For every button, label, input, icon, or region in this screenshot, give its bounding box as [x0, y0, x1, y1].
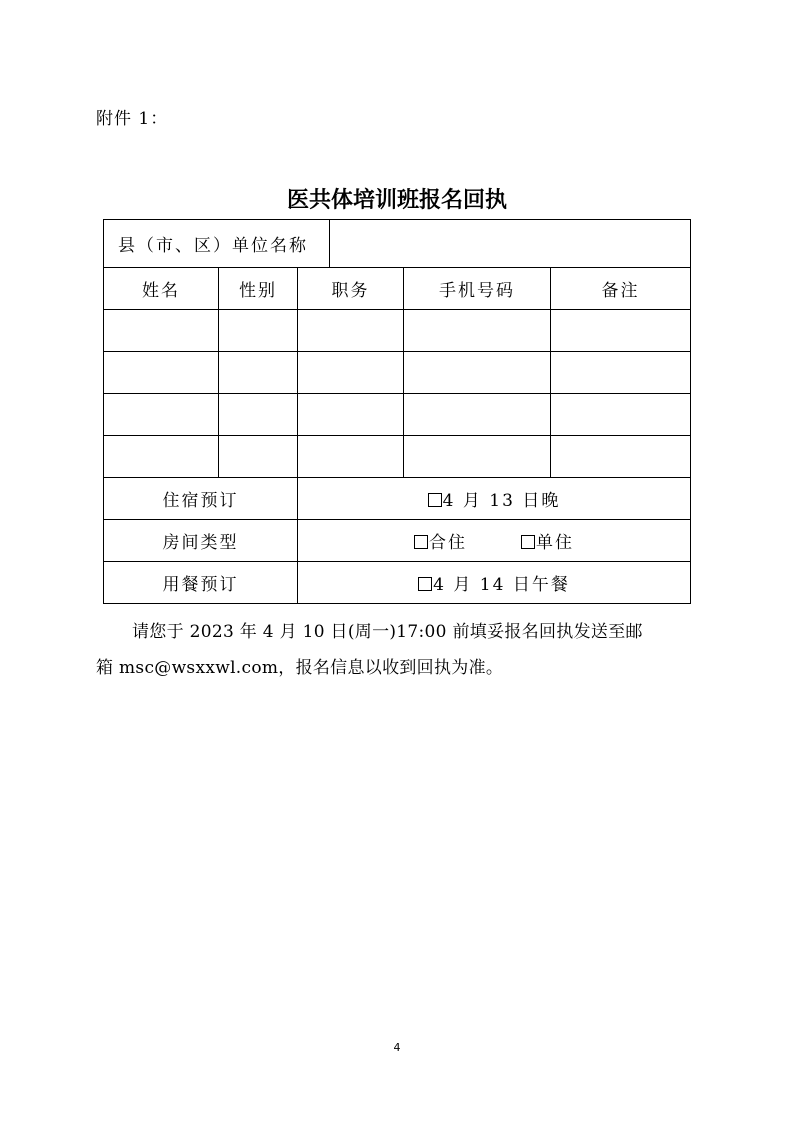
entry-cell[interactable]	[404, 352, 551, 394]
meal-row	[104, 562, 691, 604]
entry-cell[interactable]	[404, 394, 551, 436]
room-type-options	[298, 520, 691, 562]
header-gender: 性别	[219, 268, 298, 310]
header-remarks: 备注	[551, 268, 691, 310]
accommodation-option-text: 4 月 13 日晚	[442, 491, 561, 511]
entry-cell[interactable]	[298, 310, 404, 352]
accommodation-option	[298, 478, 691, 520]
header-phone: 手机号码	[404, 268, 551, 310]
shared-room-text: 合住	[429, 533, 468, 553]
meal-label: 用餐预订	[104, 562, 298, 604]
checkbox-shared-room[interactable]	[414, 535, 428, 549]
room-type-row	[104, 520, 691, 562]
header-position: 职务	[298, 268, 404, 310]
entry-cell[interactable]	[551, 310, 691, 352]
submission-note	[96, 614, 694, 686]
meal-option	[298, 562, 691, 604]
single-room-text: 单住	[536, 533, 575, 553]
unit-row	[104, 220, 691, 268]
entry-cell[interactable]	[104, 310, 219, 352]
entry-row	[104, 394, 691, 436]
entry-cell[interactable]	[219, 352, 298, 394]
entry-cell[interactable]	[551, 394, 691, 436]
checkbox-accommodation[interactable]	[428, 493, 442, 507]
entry-cell[interactable]	[298, 352, 404, 394]
page-number: 4	[393, 1041, 401, 1054]
accommodation-row	[104, 478, 691, 520]
room-type-label: 房间类型	[104, 520, 298, 562]
entry-cell[interactable]	[551, 436, 691, 478]
entry-cell[interactable]	[551, 352, 691, 394]
unit-name-cell[interactable]	[330, 220, 691, 268]
accommodation-label: 住宿预订	[104, 478, 298, 520]
note-line-2: 箱 msc@wsxxwl.com，报名信息以收到回执为准。	[96, 658, 504, 678]
entry-row	[104, 436, 691, 478]
entry-cell[interactable]	[219, 436, 298, 478]
entry-cell[interactable]	[104, 436, 219, 478]
header-name: 姓名	[104, 268, 219, 310]
checkbox-meal[interactable]	[418, 577, 432, 591]
checkbox-single-room[interactable]	[521, 535, 535, 549]
entry-cell[interactable]	[104, 352, 219, 394]
unit-name-label: 县（市、区）单位名称	[104, 220, 330, 268]
note-line-1: 请您于 2023 年 4 月 10 日(周一)17:00 前填妥报名回执发送至邮	[132, 622, 643, 642]
entry-cell[interactable]	[219, 394, 298, 436]
entry-cell[interactable]	[404, 436, 551, 478]
entry-row	[104, 310, 691, 352]
registration-form-table	[103, 219, 691, 604]
entry-cell[interactable]	[104, 394, 219, 436]
attachment-label: 附件 1：	[96, 109, 169, 129]
meal-option-text: 4 月 14 日午餐	[433, 575, 570, 595]
entry-row	[104, 352, 691, 394]
entry-cell[interactable]	[298, 436, 404, 478]
entry-cell[interactable]	[404, 310, 551, 352]
entry-cell[interactable]	[219, 310, 298, 352]
header-row	[104, 268, 691, 310]
entry-cell[interactable]	[298, 394, 404, 436]
document-title: 医共体培训班报名回执	[286, 188, 507, 213]
